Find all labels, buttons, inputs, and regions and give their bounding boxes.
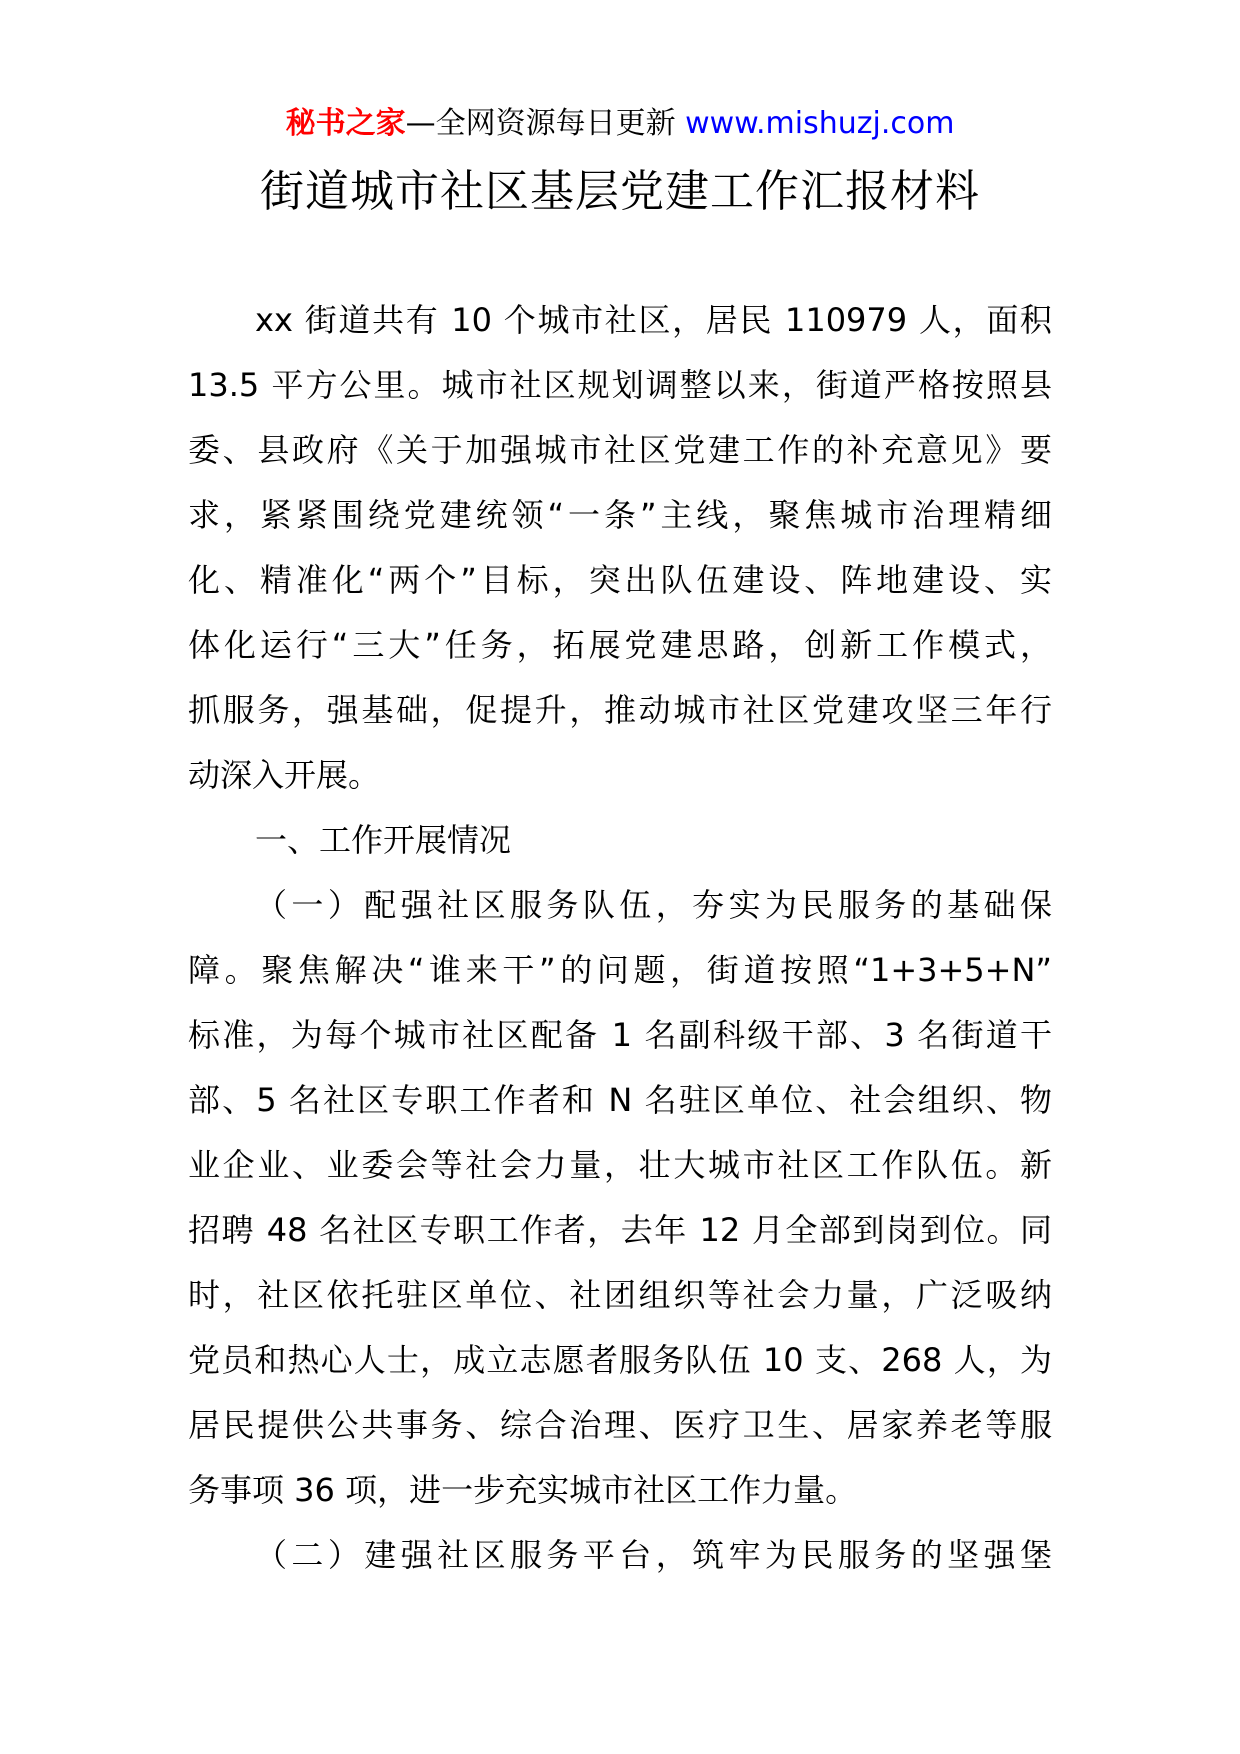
section-heading: 一、工作开展情况: [255, 821, 512, 859]
paragraph-line: 务事项 36 项，进一步充实城市社区工作力量。: [188, 1471, 858, 1509]
paragraph-line: 动深入开展。: [188, 756, 381, 794]
paragraph-line: 部、5 名社区专职工作者和 N 名驻区单位、社会组织、物: [188, 1081, 1052, 1119]
document-body: [188, 288, 1052, 1588]
paragraph-line: 障。聚焦解决“谁来干”的问题，街道按照“1+3+5+N”: [188, 951, 1052, 989]
paragraph-line: 业企业、业委会等社会力量，壮大城市社区工作队伍。新: [188, 1146, 1052, 1184]
paragraph-line: 时，社区依托驻区单位、社团组织等社会力量，广泛吸纳: [188, 1276, 1052, 1314]
document-title: 街道城市社区基层党建工作汇报材料: [260, 166, 980, 217]
paragraph-line: 委、县政府《关于加强城市社区党建工作的补充意见》要: [188, 431, 1052, 469]
banner-slogan: —全网资源每日更新: [405, 106, 676, 141]
paragraph-line: 抓服务，强基础，促提升，推动城市社区党建攻坚三年行: [188, 691, 1052, 729]
paragraph-line: 居民提供公共事务、综合治理、医疗卫生、居家养老等服: [188, 1406, 1052, 1444]
paragraph-line: 化、精准化“两个”目标，突出队伍建设、阵地建设、实: [188, 561, 1052, 599]
site-banner: [0, 102, 1240, 146]
banner-brand: 秘书之家: [285, 106, 406, 141]
banner-url-link[interactable]: www.mishuzj.com: [685, 106, 955, 141]
paragraph-line: 标准，为每个城市社区配备 1 名副科级干部、3 名街道干: [188, 1016, 1052, 1054]
paragraph-line: 求，紧紧围绕党建统领“一条”主线，聚焦城市治理精细: [188, 496, 1052, 534]
paragraph-line: （一）配强社区服务队伍，夯实为民服务的基础保: [255, 886, 1052, 924]
paragraph-line: 体化运行“三大”任务，拓展党建思路，创新工作模式，: [188, 626, 1052, 664]
paragraph-line: （二）建强社区服务平台，筑牢为民服务的坚强堡: [255, 1536, 1052, 1574]
paragraph-line: 13.5 平方公里。城市社区规划调整以来，街道严格按照县: [188, 366, 1052, 404]
paragraph-line: xx 街道共有 10 个城市社区，居民 110979 人，面积: [255, 301, 1052, 339]
paragraph-line: 党员和热心人士，成立志愿者服务队伍 10 支、268 人，为: [188, 1341, 1052, 1379]
paragraph-line: 招聘 48 名社区专职工作者，去年 12 月全部到岗到位。同: [188, 1211, 1052, 1249]
